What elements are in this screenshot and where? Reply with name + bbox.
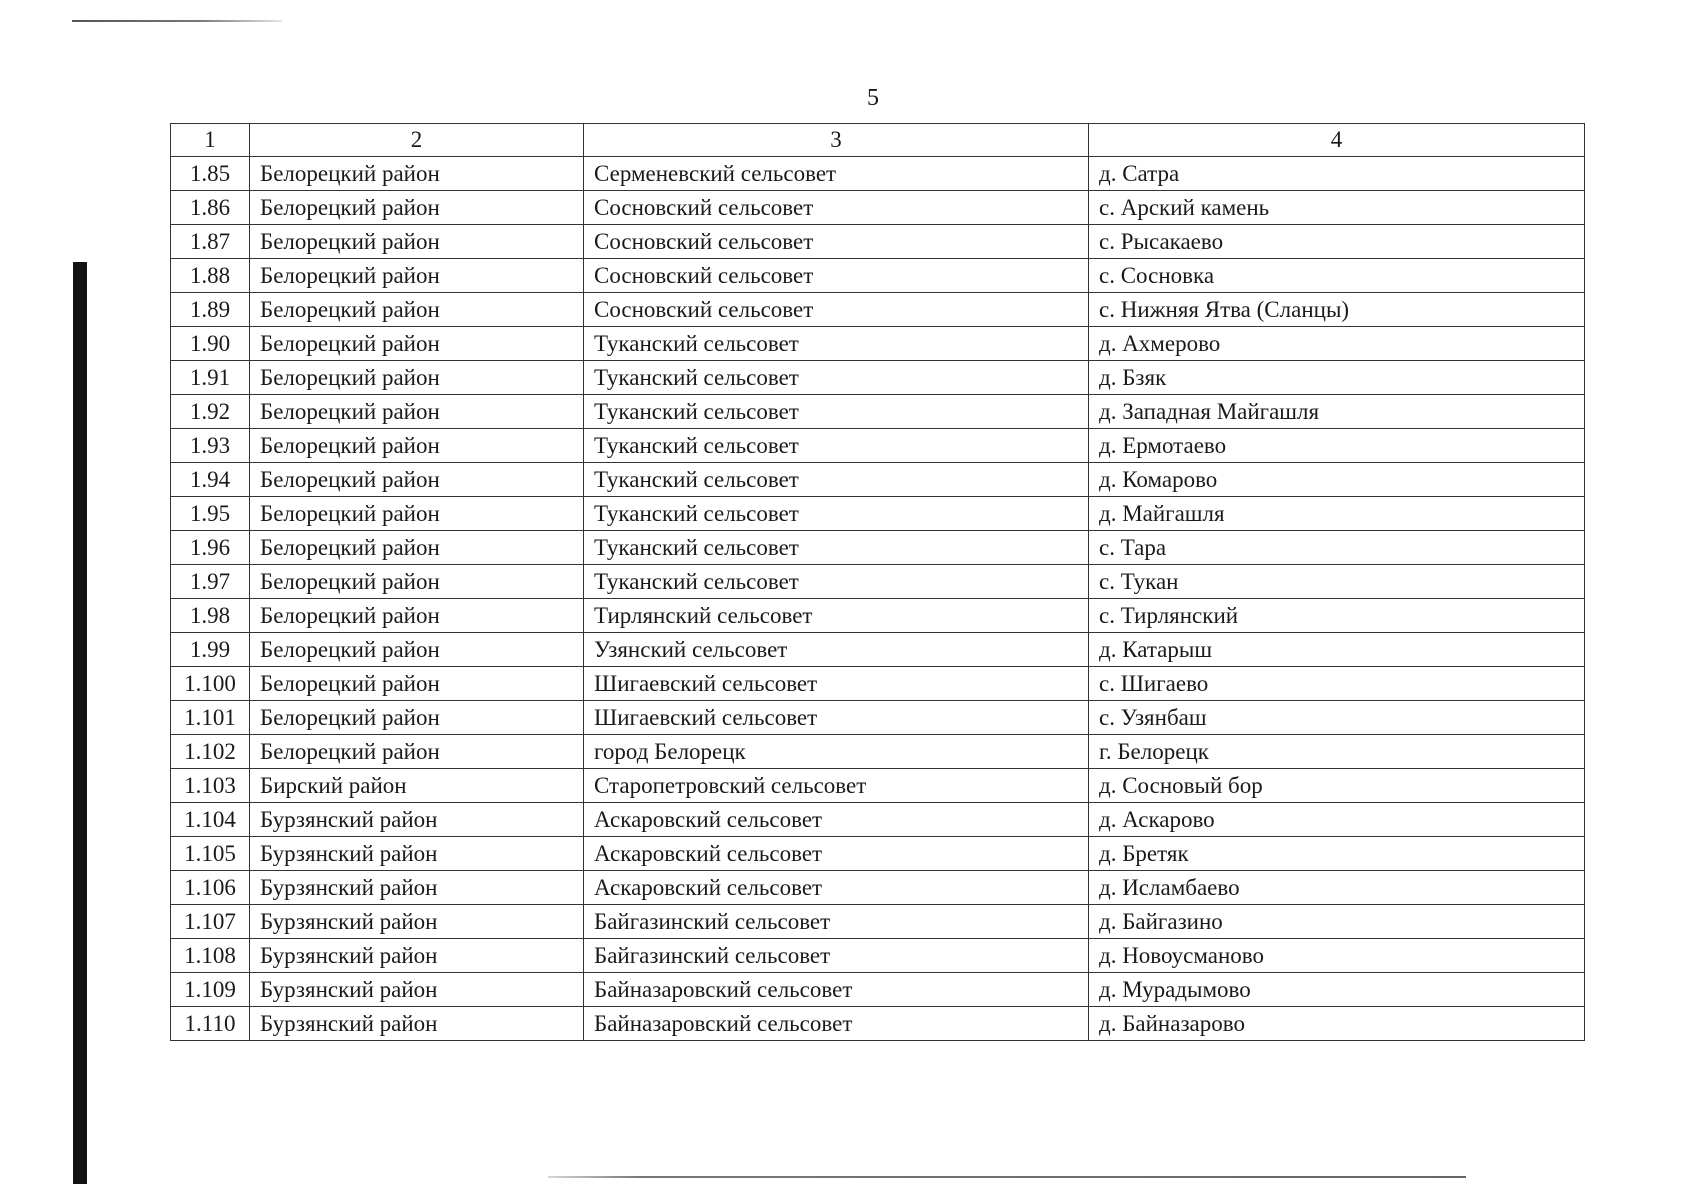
cell-settlement: с. Рысакаево (1089, 225, 1585, 259)
cell-settlement: д. Сосновый бор (1089, 769, 1585, 803)
cell-number: 1.98 (171, 599, 250, 633)
cell-district: Белорецкий район (250, 157, 584, 191)
cell-district: Белорецкий район (250, 395, 584, 429)
cell-number: 1.88 (171, 259, 250, 293)
table-row (171, 565, 1585, 599)
cell-settlement: с. Арский камень (1089, 191, 1585, 225)
scan-artifact-bottom-line (548, 1176, 1466, 1178)
cell-number: 1.107 (171, 905, 250, 939)
cell-settlement: д. Сатра (1089, 157, 1585, 191)
table-row (171, 633, 1585, 667)
column-header-council: 3 (584, 124, 1089, 157)
cell-settlement: д. Ахмерово (1089, 327, 1585, 361)
cell-number: 1.90 (171, 327, 250, 361)
cell-settlement: д. Комарово (1089, 463, 1585, 497)
column-header-district: 2 (250, 124, 584, 157)
cell-district: Белорецкий район (250, 565, 584, 599)
cell-council: Аскаровский сельсовет (584, 803, 1089, 837)
table-row (171, 531, 1585, 565)
cell-number: 1.103 (171, 769, 250, 803)
table-row (171, 191, 1585, 225)
cell-council: город Белорецк (584, 735, 1089, 769)
cell-settlement: с. Сосновка (1089, 259, 1585, 293)
cell-district: Белорецкий район (250, 191, 584, 225)
cell-number: 1.100 (171, 667, 250, 701)
table-row (171, 497, 1585, 531)
cell-number: 1.109 (171, 973, 250, 1007)
cell-council: Сосновский сельсовет (584, 191, 1089, 225)
scan-artifact-left-bar (73, 262, 87, 1184)
cell-district: Белорецкий район (250, 225, 584, 259)
cell-council: Сосновский сельсовет (584, 259, 1089, 293)
table-row (171, 225, 1585, 259)
cell-district: Белорецкий район (250, 735, 584, 769)
table-row (171, 259, 1585, 293)
cell-council: Аскаровский сельсовет (584, 837, 1089, 871)
table-row (171, 701, 1585, 735)
cell-settlement: д. Аскарово (1089, 803, 1585, 837)
cell-council: Сосновский сельсовет (584, 225, 1089, 259)
column-header-settlement: 4 (1089, 124, 1585, 157)
cell-number: 1.91 (171, 361, 250, 395)
table-header-row (171, 124, 1585, 157)
cell-number: 1.86 (171, 191, 250, 225)
cell-district: Белорецкий район (250, 497, 584, 531)
cell-settlement: с. Тукан (1089, 565, 1585, 599)
cell-settlement: д. Исламбаево (1089, 871, 1585, 905)
scan-artifact-top-line (72, 20, 282, 22)
cell-number: 1.106 (171, 871, 250, 905)
cell-district: Белорецкий район (250, 633, 584, 667)
cell-number: 1.110 (171, 1007, 250, 1041)
cell-settlement: с. Тара (1089, 531, 1585, 565)
table-row (171, 871, 1585, 905)
cell-district: Белорецкий район (250, 293, 584, 327)
table-row (171, 667, 1585, 701)
cell-settlement: г. Белорецк (1089, 735, 1585, 769)
cell-district: Бурзянский район (250, 803, 584, 837)
cell-district: Бурзянский район (250, 1007, 584, 1041)
cell-district: Белорецкий район (250, 701, 584, 735)
cell-number: 1.94 (171, 463, 250, 497)
cell-number: 1.95 (171, 497, 250, 531)
column-header-number: 1 (171, 124, 250, 157)
cell-district: Белорецкий район (250, 429, 584, 463)
table-row (171, 361, 1585, 395)
table-row (171, 803, 1585, 837)
cell-number: 1.102 (171, 735, 250, 769)
cell-settlement: д. Катарыш (1089, 633, 1585, 667)
table-row (171, 429, 1585, 463)
cell-council: Туканский сельсовет (584, 361, 1089, 395)
cell-council: Туканский сельсовет (584, 497, 1089, 531)
cell-number: 1.104 (171, 803, 250, 837)
cell-council: Байгазинский сельсовет (584, 905, 1089, 939)
cell-settlement: с. Узянбаш (1089, 701, 1585, 735)
cell-number: 1.93 (171, 429, 250, 463)
cell-council: Аскаровский сельсовет (584, 871, 1089, 905)
cell-settlement: д. Западная Майгашля (1089, 395, 1585, 429)
cell-settlement: д. Новоусманово (1089, 939, 1585, 973)
cell-settlement: д. Бзяк (1089, 361, 1585, 395)
cell-council: Туканский сельсовет (584, 395, 1089, 429)
cell-number: 1.89 (171, 293, 250, 327)
table-row (171, 157, 1585, 191)
cell-settlement: с. Нижняя Ятва (Сланцы) (1089, 293, 1585, 327)
cell-council: Старопетровский сельсовет (584, 769, 1089, 803)
table-row (171, 327, 1585, 361)
cell-council: Узянский сельсовет (584, 633, 1089, 667)
cell-settlement: д. Бретяк (1089, 837, 1585, 871)
cell-settlement: д. Мурадымово (1089, 973, 1585, 1007)
cell-number: 1.87 (171, 225, 250, 259)
cell-district: Бурзянский район (250, 837, 584, 871)
cell-council: Шигаевский сельсовет (584, 701, 1089, 735)
cell-council: Туканский сельсовет (584, 327, 1089, 361)
cell-settlement: с. Тирлянский (1089, 599, 1585, 633)
cell-district: Бирский район (250, 769, 584, 803)
cell-council: Сосновский сельсовет (584, 293, 1089, 327)
cell-council: Туканский сельсовет (584, 463, 1089, 497)
cell-council: Байназаровский сельсовет (584, 1007, 1089, 1041)
cell-number: 1.105 (171, 837, 250, 871)
table-row (171, 769, 1585, 803)
table-row (171, 599, 1585, 633)
table-row (171, 395, 1585, 429)
cell-number: 1.97 (171, 565, 250, 599)
settlements-table (170, 123, 1585, 1041)
table-row (171, 735, 1585, 769)
cell-settlement: д. Байназарово (1089, 1007, 1585, 1041)
cell-number: 1.108 (171, 939, 250, 973)
cell-settlement: д. Ермотаево (1089, 429, 1585, 463)
table-row (171, 939, 1585, 973)
table-row (171, 463, 1585, 497)
cell-number: 1.85 (171, 157, 250, 191)
cell-district: Бурзянский район (250, 973, 584, 1007)
cell-district: Белорецкий район (250, 531, 584, 565)
cell-council: Байгазинский сельсовет (584, 939, 1089, 973)
cell-settlement: с. Шигаево (1089, 667, 1585, 701)
cell-council: Туканский сельсовет (584, 429, 1089, 463)
cell-council: Серменевский сельсовет (584, 157, 1089, 191)
table-row (171, 293, 1585, 327)
cell-district: Белорецкий район (250, 361, 584, 395)
table-row (171, 1007, 1585, 1041)
cell-settlement: д. Майгашля (1089, 497, 1585, 531)
cell-district: Белорецкий район (250, 667, 584, 701)
table-row (171, 837, 1585, 871)
cell-district: Белорецкий район (250, 463, 584, 497)
cell-council: Туканский сельсовет (584, 565, 1089, 599)
table-body (171, 157, 1585, 1041)
cell-district: Бурзянский район (250, 905, 584, 939)
cell-number: 1.99 (171, 633, 250, 667)
cell-number: 1.92 (171, 395, 250, 429)
cell-district: Бурзянский район (250, 871, 584, 905)
cell-number: 1.96 (171, 531, 250, 565)
table-row (171, 973, 1585, 1007)
cell-council: Тирлянский сельсовет (584, 599, 1089, 633)
cell-council: Шигаевский сельсовет (584, 667, 1089, 701)
cell-settlement: д. Байгазино (1089, 905, 1585, 939)
cell-district: Белорецкий район (250, 599, 584, 633)
cell-number: 1.101 (171, 701, 250, 735)
cell-council: Туканский сельсовет (584, 531, 1089, 565)
cell-district: Белорецкий район (250, 259, 584, 293)
page-number: 5 (867, 85, 879, 111)
cell-district: Бурзянский район (250, 939, 584, 973)
cell-council: Байназаровский сельсовет (584, 973, 1089, 1007)
cell-district: Белорецкий район (250, 327, 584, 361)
table-row (171, 905, 1585, 939)
